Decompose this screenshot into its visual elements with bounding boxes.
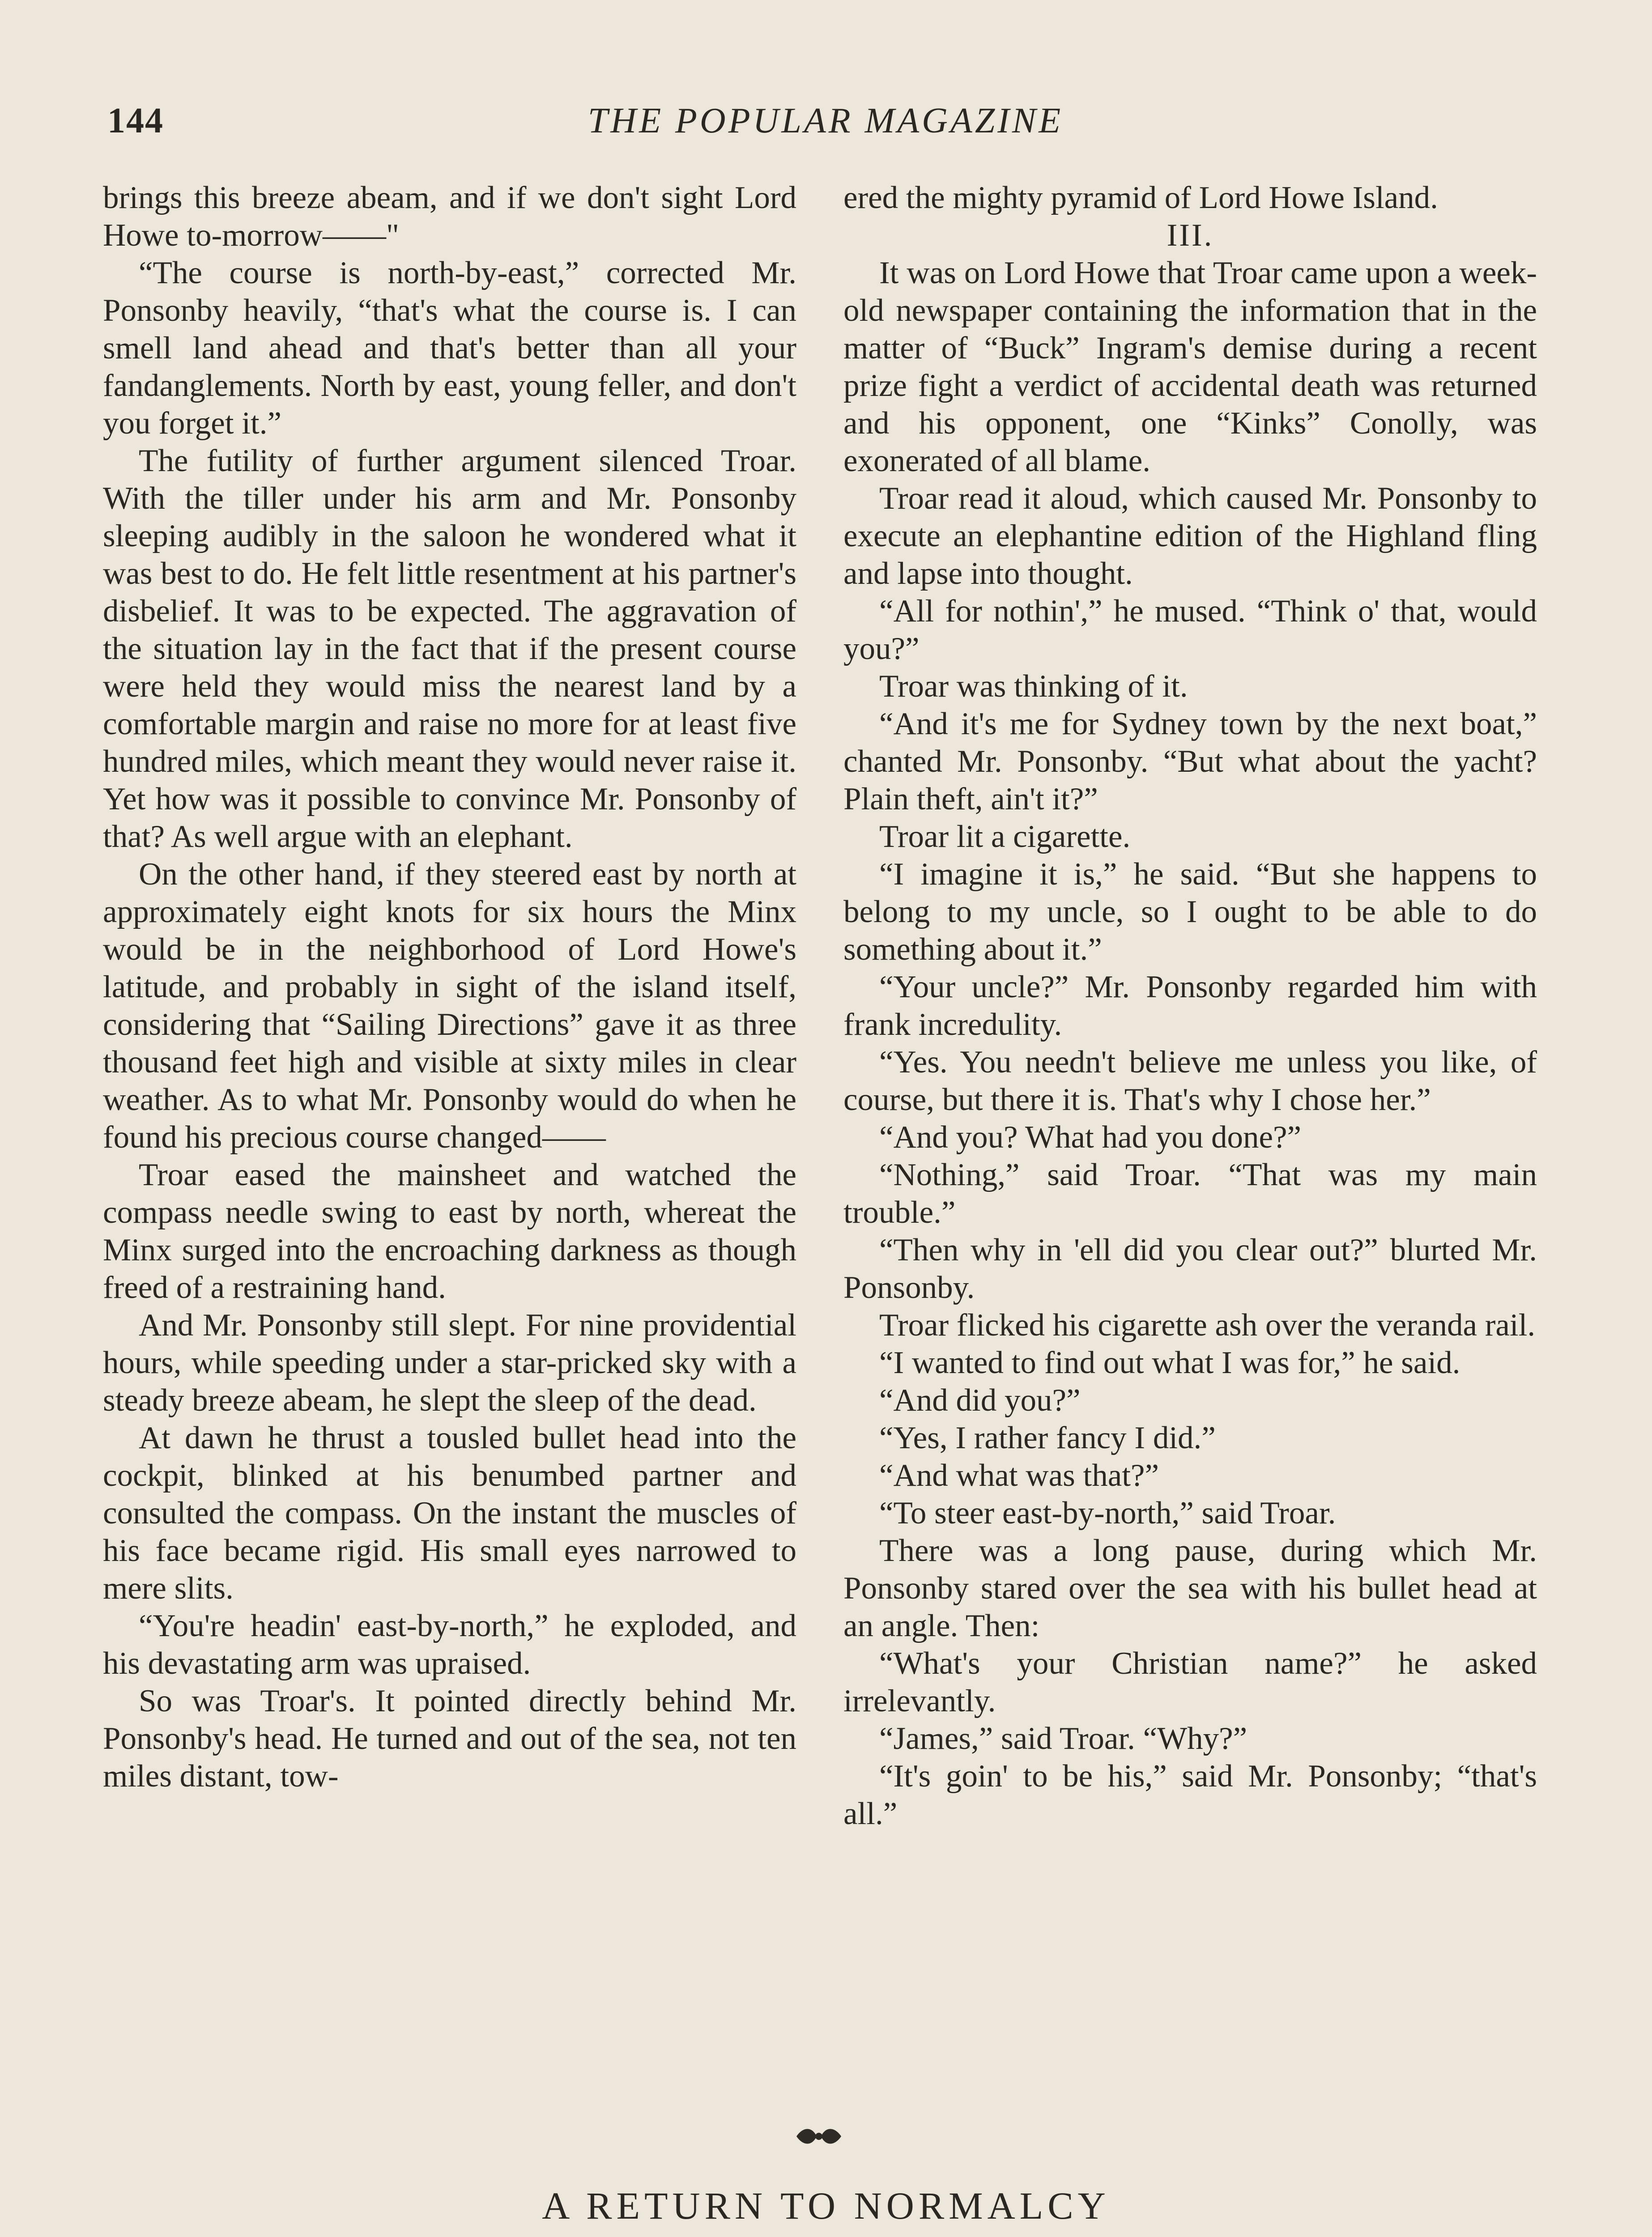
paragraph: brings this breeze abeam, and if we don't sight Lord Howe to-morrow——" xyxy=(103,180,796,253)
paragraph: “The course is north-by-east,” corrected Mr. Ponsonby heavily, “that's what the course is. I can smell land ahead and that's better than all your fandanglements. North by east, young feller, and don't you forget it.” xyxy=(103,255,796,441)
paragraph: “And did you?” xyxy=(879,1383,1081,1418)
page-number: 144 xyxy=(107,101,164,140)
paragraph: “It's goin' to be his,” said Mr. Ponsonby; “that's all.” xyxy=(843,1759,1537,1831)
paragraph: The futility of further argument silenced Troar. With the tiller under his arm and Mr. Ponsonby sleeping audibly in the saloon he wondered what it was best to do. He felt little resentment at his partner's disbelief. It was to be expected. The aggravation of the situation lay in the fact that if the present course were held they would miss the nearest land by a comfortable margin and raise no more for at least five hundred miles, which meant they would never raise it. Yet how was it possible to convince Mr. Ponsonby of that? As well argue with an elephant. xyxy=(103,443,796,854)
paragraph: “Your uncle?” Mr. Ponsonby regarded him with frank incredulity. xyxy=(843,970,1537,1042)
paragraph: And Mr. Ponsonby still slept. For nine providential hours, while speeding under a star-pricked sky with a steady breeze abeam, he slept the sleep of the dead. xyxy=(103,1308,796,1418)
paragraph: Troar read it aloud, which caused Mr. Ponsonby to execute an elephantine edition of the Highland fling and lapse into thought. xyxy=(843,481,1537,591)
page-header xyxy=(107,101,1544,150)
paragraph: “You're headin' east-by-north,” he exploded, and his devastating arm was upraised. xyxy=(103,1608,796,1681)
paragraph: On the other hand, if they steered east by north at approximately eight knots for six hours the Minx would be in the neighborhood of Lord Howe's latitude, and probably in sight of the island itself, considering that “Sailing Directions” gave it as three thousand feet high and visible at sixty miles in clear weather. As to what Mr. Ponsonby would do when he found his precious course changed—— xyxy=(103,857,796,1155)
paragraph: Troar eased the mainsheet and watched the compass needle swing to east by north, whereat the Minx surged into the encroaching darkness as though freed of a restraining hand. xyxy=(103,1157,796,1305)
fleuron-icon xyxy=(792,2123,846,2150)
paragraph: ered the mighty pyramid of Lord Howe Island. xyxy=(843,180,1438,215)
paragraph: There was a long pause, during which Mr. Ponsonby stared over the sea with his bullet head at an angle. Then: xyxy=(843,1533,1537,1643)
paragraph: “I wanted to find out what I was for,” he said. xyxy=(879,1345,1460,1380)
section-number: III. xyxy=(1167,218,1214,253)
paragraph: “James,” said Troar. “Why?” xyxy=(879,1721,1248,1756)
paragraph: “All for nothin',” he mused. “Think o' that, would you?” xyxy=(843,594,1537,666)
paragraph: “And what was that?” xyxy=(879,1458,1159,1493)
paragraph: Troar was thinking of it. xyxy=(879,669,1188,704)
left-column xyxy=(103,179,796,1795)
paragraph: Troar flicked his cigarette ash over the veranda rail. xyxy=(879,1308,1536,1343)
paragraph: It was on Lord Howe that Troar came upon a week-old newspaper containing the information that in the matter of “Buck” Ingram's demise during a recent prize fight a verdict of accidental death was returned and his opponent, one “Kinks” Conolly, was exonerated of all blame. xyxy=(843,255,1537,478)
paragraph: “I imagine it is,” he said. “But she happens to belong to my uncle, so I ought to be able to do something about it.” xyxy=(843,857,1537,967)
filler-title: A RETURN TO NORMALCY xyxy=(542,2184,1110,2227)
paragraph: “Nothing,” said Troar. “That was my main trouble.” xyxy=(843,1157,1537,1230)
paragraph: “And it's me for Sydney town by the next boat,” chanted Mr. Ponsonby. “But what about the yacht? Plain theft, ain't it?” xyxy=(843,706,1537,817)
paragraph: So was Troar's. It pointed directly behind Mr. Ponsonby's head. He turned and out of the sea, not ten miles distant, tow- xyxy=(103,1684,796,1794)
paragraph: At dawn he thrust a tousled bullet head into the cockpit, blinked at his benumbed partner and consulted the compass. On the instant the muscles of his face became rigid. His small eyes narrowed to mere slits. xyxy=(103,1420,796,1606)
paragraph: “Then why in 'ell did you clear out?” blurted Mr. Ponsonby. xyxy=(843,1233,1537,1305)
running-title: THE POPULAR MAGAZINE xyxy=(588,101,1064,140)
paragraph: Troar lit a cigarette. xyxy=(879,819,1131,854)
paragraph: “Yes, I rather fancy I did.” xyxy=(879,1420,1216,1455)
paragraph: “Yes. You needn't believe me unless you like, of course, but there it is. That's why I chose her.” xyxy=(843,1045,1537,1117)
paragraph: “What's your Christian name?” he asked irrelevantly. xyxy=(843,1646,1537,1718)
paragraph: “To steer east-by-north,” said Troar. xyxy=(879,1496,1336,1531)
right-column xyxy=(843,179,1537,1833)
paragraph: “And you? What had you done?” xyxy=(879,1120,1302,1155)
